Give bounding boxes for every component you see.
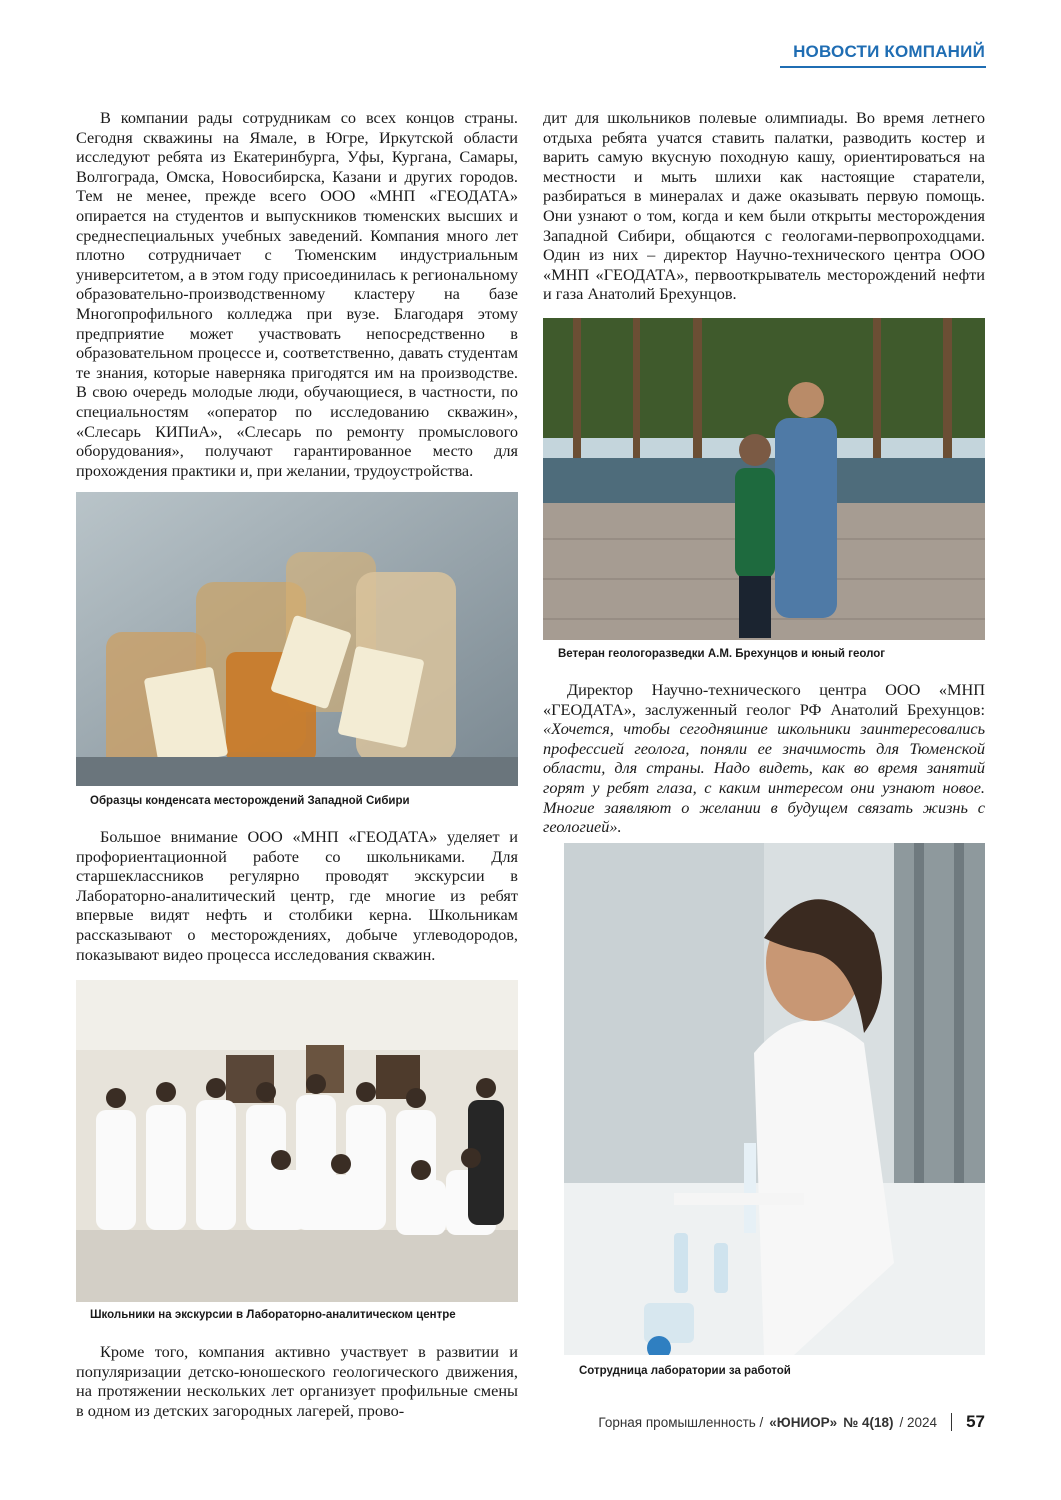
quote-lead: Директор Научно-технического центра ООО «МНП «ГЕОДАТА», заслуженный геолог РФ Анатолий Брехунцов:	[543, 680, 985, 719]
caption-veteran: Ветеран геологоразведки А.М. Брехунцов и юный геолог	[558, 648, 886, 660]
footer-divider	[951, 1413, 952, 1431]
footer-year: / 2024	[899, 1414, 938, 1430]
left-paragraph-1: В компании рады сотрудникам со всех концов страны. Сегодня скважины на Ямале, в Югре, Иркутской области исследуют ребята из Екатеринбурга, Уфы, Кургана, Самары, Волгограда, Омска, Новосибирска, Казани и других городов. Тем не менее, прежде всего ООО «МНП «ГЕОДАТА» опирается на студентов и выпускников тюменских высших и среднеспециальных учебных заведений. Компания много лет плотно сотрудничает с Тюменским индустриальным университетом, а в этом году присоединилась к региональному образовательно-производственному кластеру на базе Многопрофильного колледжа при вузе. Благодаря этому предприятие может участвовать непосредственно в образовательном процессе и, соответственно, давать студентам те знания, которые наверняка пригодятся им на производстве. В свою очередь молодые люди, обучающиеся, в частности, по специальностям «оператор по исследованию скважин», «Слесарь КИПиА», «Слесарь по ремонту промыслового оборудования», получают гарантированное место для прохождения практики и, при желании, трудоустройства.	[76, 108, 518, 480]
left-paragraph-3: Кроме того, компания активно участвует в развитии и популяризации детско-юношеского геологического движения, на протяжении нескольких лет организует профильные смены в одном из детских загородных лагерей, прово-	[76, 1342, 518, 1420]
left-paragraph-2: Большое внимание ООО «МНП «ГЕОДАТА» уделяет и профориентационной работе со школьниками. Для старшеклассников регулярно проводят экскурсии в Лабораторно-аналитический центр, где многие из ребят впервые видят нефть и столбики керна. Школьникам рассказывают о месторождениях, добыче углеводородов, показывают видео процесса исследования скважин.	[76, 827, 518, 964]
photo-lab-worker	[564, 843, 985, 1355]
photo-veteran-and-young-geologist	[543, 318, 985, 640]
photo-schoolchildren	[76, 980, 518, 1302]
caption-lab-worker: Сотрудница лаборатории за работой	[579, 1365, 791, 1377]
photo-condensate-samples	[76, 492, 518, 786]
page-footer	[598, 1412, 985, 1432]
section-title-underline	[780, 66, 986, 68]
right-paragraph-1: дит для школьников полевые олимпиады. Во время летнего отдыха ребята учатся ставить палатки, разводить костер и варить самую вкусную походную кашу, ориентироваться на местности и мыть шлихи как настоящие старатели, разбираться в минералах и даже оказывать первую помощь. Они узнают о том, когда и кем были открыты месторождения Западной Сибири, общаются с геологами-первопроходцами. Один из них – директор Научно-технического центра ООО «МНП «ГЕОДАТА», первооткрыватель месторождений нефти и газа Анатолий Брехунцов.	[543, 108, 985, 304]
right-paragraph-2	[543, 680, 985, 837]
quote-text: «Хочется, чтобы сегодняшние школьники заинтересовались профессией геолога, поняли ее значимость для Тюменской области, для страны. Надо видеть, как во время занятий горят у ребят глаза, с каким интересом они узнают новое. Многие заявляют о желании в будущем связать жизнь с геологией».	[543, 719, 985, 837]
footer-issue: № 4(18)	[843, 1414, 894, 1430]
section-title: НОВОСТИ КОМПАНИЙ	[793, 42, 985, 61]
caption-schoolchildren: Школьники на экскурсии в Лабораторно-аналитическом центре	[90, 1309, 456, 1321]
footer-junior: «ЮНИОР»	[769, 1414, 838, 1430]
footer-magazine: Горная промышленность /	[598, 1414, 764, 1430]
page-number: 57	[966, 1412, 985, 1431]
caption-condensate: Образцы конденсата месторождений Западной Сибири	[90, 795, 410, 807]
